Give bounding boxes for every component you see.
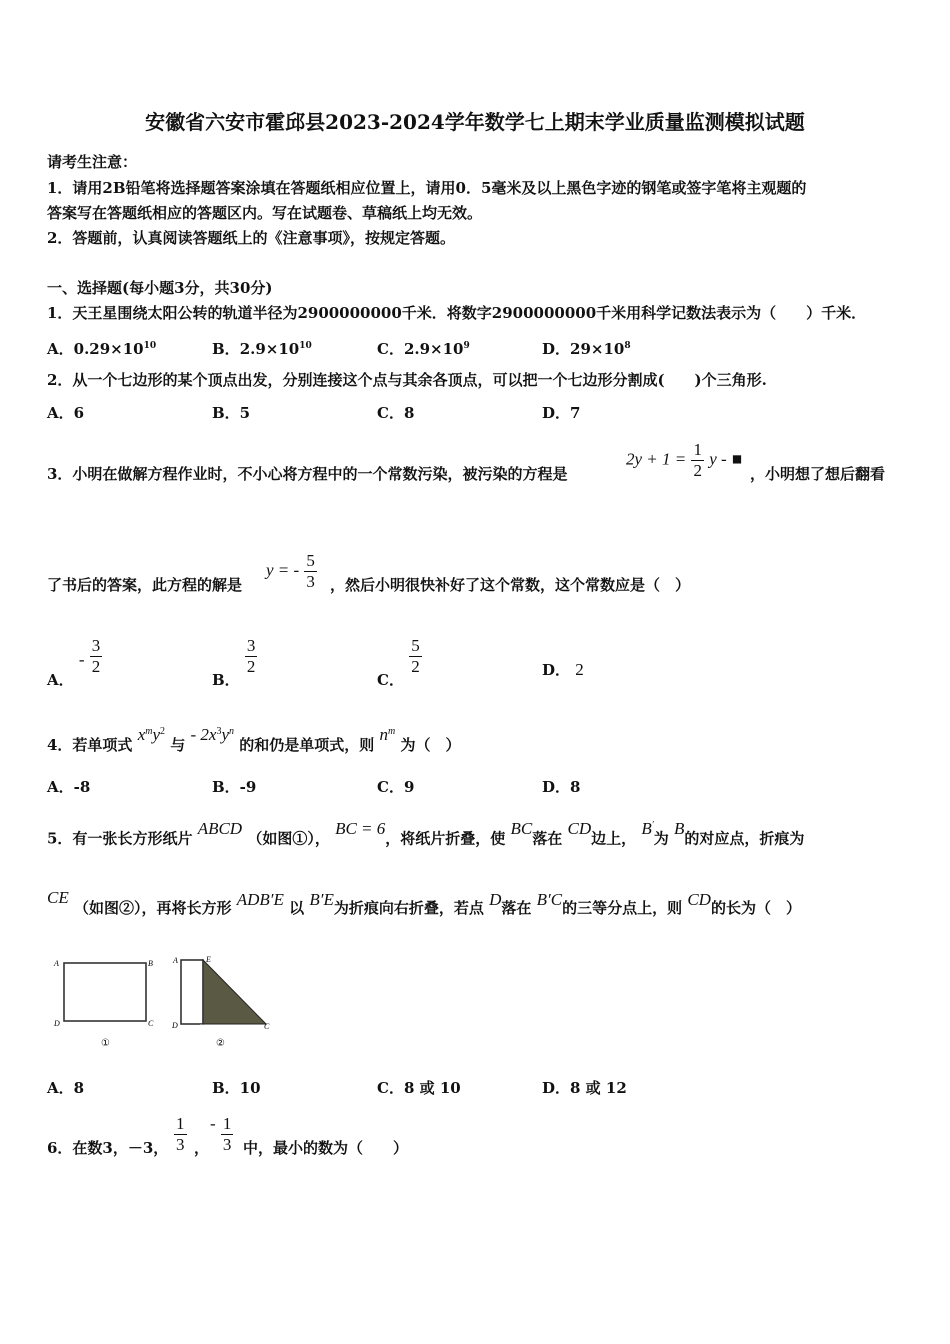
q1-option-c-label: C． (377, 340, 404, 358)
fig1-label-c: C (148, 1019, 154, 1028)
question-3-stem-d: ，然后小明很快补好了这个常数，这个常数应是（ ） (330, 576, 691, 594)
q2-option-d[interactable]: D．7 (542, 404, 581, 422)
q4-option-a[interactable]: A．-8 (47, 778, 91, 796)
q3-option-a-den: 2 (91, 657, 101, 676)
q3-blot: ■ (731, 449, 743, 469)
q5-bprime-letter: B (641, 818, 652, 838)
q3-option-c-label: C． (377, 670, 404, 689)
q1-option-d[interactable] (542, 336, 631, 359)
q5-s9: 以 (289, 899, 305, 917)
question-6-stem-b: 中，最小的数为（ ） (243, 1139, 409, 1157)
q3-eq-fraction (691, 440, 704, 481)
q4-mono1-2: 2 (160, 726, 166, 737)
fig2-label-a: A (173, 956, 178, 965)
question-3-stem-a: 3．小明在做解方程作业时，不小心将方程中的一个常数污染，被污染的方程是 (47, 465, 568, 483)
q1-option-a-label: A． (47, 340, 74, 358)
q6-fraction-1 (174, 1114, 187, 1155)
q3-eq-den: 2 (693, 461, 702, 480)
q5-b: B (673, 818, 685, 838)
fig2-label-d: D (172, 1021, 178, 1030)
q1-option-b-exp: 10 (299, 341, 312, 351)
question-5-line-2 (47, 888, 801, 918)
q5-bprime-mark: ′ (651, 819, 654, 829)
fig1-label-b: B (148, 959, 153, 968)
q1-option-a[interactable] (47, 336, 156, 359)
fig1-label-a: A (54, 959, 59, 968)
q3-sol-left: y = - (266, 560, 300, 580)
q6-f2-sign: - (210, 1113, 216, 1133)
q1-option-b[interactable] (212, 336, 312, 359)
q5-s13: 的长为（ ） (710, 899, 801, 917)
q5-s8: （如图②），再将长方形 (73, 899, 232, 917)
fig2-caption: ② (216, 1038, 225, 1049)
question-3-stem-b: ，小明想了想后翻看 (750, 465, 886, 483)
q3-option-a-sign: - (78, 649, 85, 669)
q1-option-c-base: 2.9×10 (403, 340, 464, 358)
q4-option-c[interactable]: C．9 (377, 778, 415, 796)
q1-option-d-exp: 8 (624, 341, 631, 351)
q4-stem-a: 4．若单项式 (47, 736, 133, 754)
q3-option-a-num: 3 (91, 636, 101, 655)
fig1-caption: ① (101, 1038, 110, 1049)
q1-option-d-label: D． (542, 340, 571, 358)
q3-eq-right: y - (709, 449, 727, 469)
q5-option-b[interactable]: B．10 (212, 1079, 261, 1097)
q5-bpe: B′E (309, 890, 334, 909)
q3-option-c-num: 5 (411, 636, 420, 655)
notice-heading: 请考生注意： (47, 153, 138, 171)
q1-option-a-base: 0.29×10 (73, 340, 144, 358)
notice-line-2: 答案写在答题纸相应的答题区内。写在试题卷、草稿纸上均无效。 (47, 204, 483, 222)
q3-equation (626, 440, 742, 481)
q5-bc: BC (510, 818, 533, 838)
q3-option-c[interactable] (377, 636, 422, 689)
q1-option-c-exp: 9 (463, 341, 470, 351)
q3-sol-den: 3 (306, 572, 315, 591)
q5-s4: 落在 (532, 829, 563, 848)
q3-option-b-label: B． (212, 670, 240, 689)
q3-option-c-fraction (409, 636, 422, 677)
q5-ce: CE (47, 888, 69, 907)
q3-option-a[interactable] (47, 636, 102, 689)
q1-option-c[interactable] (377, 336, 470, 359)
q4-stem-c: 的和仍是单项式，则 (239, 736, 375, 754)
q5-cd: CD (567, 818, 592, 838)
q3-option-d-label: D． (542, 661, 571, 679)
question-6-stem-a: 6．在数3，－3， (47, 1139, 169, 1157)
fig2-label-e: E (206, 955, 211, 964)
q1-option-b-label: B． (212, 340, 240, 358)
q3-solution (266, 551, 317, 592)
q2-option-c[interactable]: C．8 (377, 404, 415, 422)
q6-f1-num: 1 (176, 1114, 185, 1133)
q1-option-b-base: 2.9×10 (239, 340, 300, 358)
question-4 (47, 725, 461, 755)
q4-mono1-m: m (145, 726, 153, 737)
q4-mono1-y: y (152, 725, 161, 744)
q3-option-a-label: A． (47, 670, 74, 689)
q5-option-a[interactable]: A．8 (47, 1079, 85, 1097)
q5-d: D (489, 890, 502, 909)
q3-option-b-den: 2 (246, 657, 256, 676)
q3-option-d[interactable] (542, 660, 584, 680)
q2-option-a[interactable]: A．6 (47, 404, 85, 422)
q4-expr-n: n (379, 725, 388, 744)
q5-bc6: BC = 6 (335, 818, 386, 838)
q4-stem-d: 为（ ） (400, 736, 461, 754)
question-1-stem: 1．天王星围绕太阳公转的轨道半径为2900000000千米．将数字2900000000千米用科学记数法表示为（ ）千米． (47, 304, 867, 322)
q3-eq-num: 1 (693, 440, 702, 459)
q5-option-d[interactable]: D．8 或 12 (542, 1079, 627, 1097)
q4-mono2-coef: - 2x (190, 725, 217, 744)
q3-option-d-value: 2 (575, 660, 584, 679)
q5-s5: 边上， (591, 829, 637, 848)
question-3-stem-c: 了书后的答案，此方程的解是 (47, 576, 243, 594)
q6-fraction-2 (210, 1114, 233, 1155)
q4-mono2-y: y (221, 725, 230, 744)
q2-option-b[interactable]: B．5 (212, 404, 251, 422)
q4-stem-b: 与 (170, 736, 186, 754)
figure-2-folded (171, 955, 270, 1049)
q5-s6: 为 (653, 829, 669, 848)
q5-option-c[interactable]: C．8 或 10 (377, 1079, 461, 1097)
q5-s1: 5．有一张长方形纸片 (47, 829, 193, 848)
notice-line-3: 2．答题前，认真阅读答题纸上的《注意事项》，按规定答题。 (47, 229, 455, 247)
question-5-line-1 (47, 818, 805, 849)
q1-option-a-exp: 10 (143, 341, 157, 351)
section-heading: 一、选择题(每小题3分，共30分) (47, 279, 273, 297)
q4-expr-m: m (388, 726, 396, 737)
q4-option-b[interactable]: B．-9 (212, 778, 257, 796)
q5-bprime (641, 819, 653, 838)
q4-mono2-n: n (229, 726, 235, 737)
notice-line-1: 1．请用2B铅笔将选择题答案涂填在答题纸相应位置上，请用0．5毫米及以上黑色字迹的钢笔或签字笔将主观题的 (47, 179, 807, 197)
fig2-label-b: B (199, 1023, 204, 1032)
q3-sol-fraction (304, 551, 317, 592)
q3-sol-num: 5 (306, 551, 315, 570)
q5-s3: ，将纸片折叠，使 (385, 829, 506, 848)
q6-comma: ， (194, 1139, 210, 1157)
q4-option-d[interactable]: D．8 (542, 778, 581, 796)
q4-mono1-x: x (137, 725, 146, 744)
q6-f2-den: 3 (222, 1135, 232, 1154)
q1-option-d-base: 29×10 (570, 340, 625, 358)
q6-f1-den: 3 (176, 1135, 185, 1154)
q3-eq-left: 2y + 1 = (626, 449, 687, 469)
q5-abcd: ABCD (197, 818, 243, 838)
q4-mono2-3: 3 (216, 726, 222, 737)
fig2-label-c: C (264, 1022, 270, 1031)
q5-s12: 的三等分点上，则 (562, 899, 683, 917)
q3-option-b[interactable] (212, 636, 257, 689)
q5-figures (48, 950, 288, 1050)
q5-s7: 的对应点，折痕为 (684, 829, 805, 848)
q6-f2-num: 1 (222, 1114, 232, 1133)
q5-adbe: ADB′E (236, 890, 284, 909)
fig1-label-d: D (54, 1019, 60, 1028)
q5-cd2: CD (687, 890, 711, 909)
q5-s11: 落在 (501, 899, 532, 917)
q3-option-a-fraction (90, 636, 103, 677)
page-title: 安徽省六安市霍邱县2023-2024学年数学七上期末学业质量监测模拟试题 (145, 110, 805, 134)
q5-s2: （如图①）， (247, 829, 330, 848)
question-2-stem: 2．从一个七边形的某个顶点出发，分别连接这个点与其余各顶点，可以把一个七边形分割成( )个三角形. (47, 371, 767, 389)
q3-option-b-num: 3 (246, 636, 256, 655)
q5-s10: 为折痕向右折叠，若点 (333, 899, 484, 917)
q3-option-c-den: 2 (411, 657, 420, 676)
figure-1-rectangle (53, 959, 154, 1049)
q3-option-b-fraction (245, 636, 258, 677)
q5-bpc: B′C (536, 890, 563, 909)
